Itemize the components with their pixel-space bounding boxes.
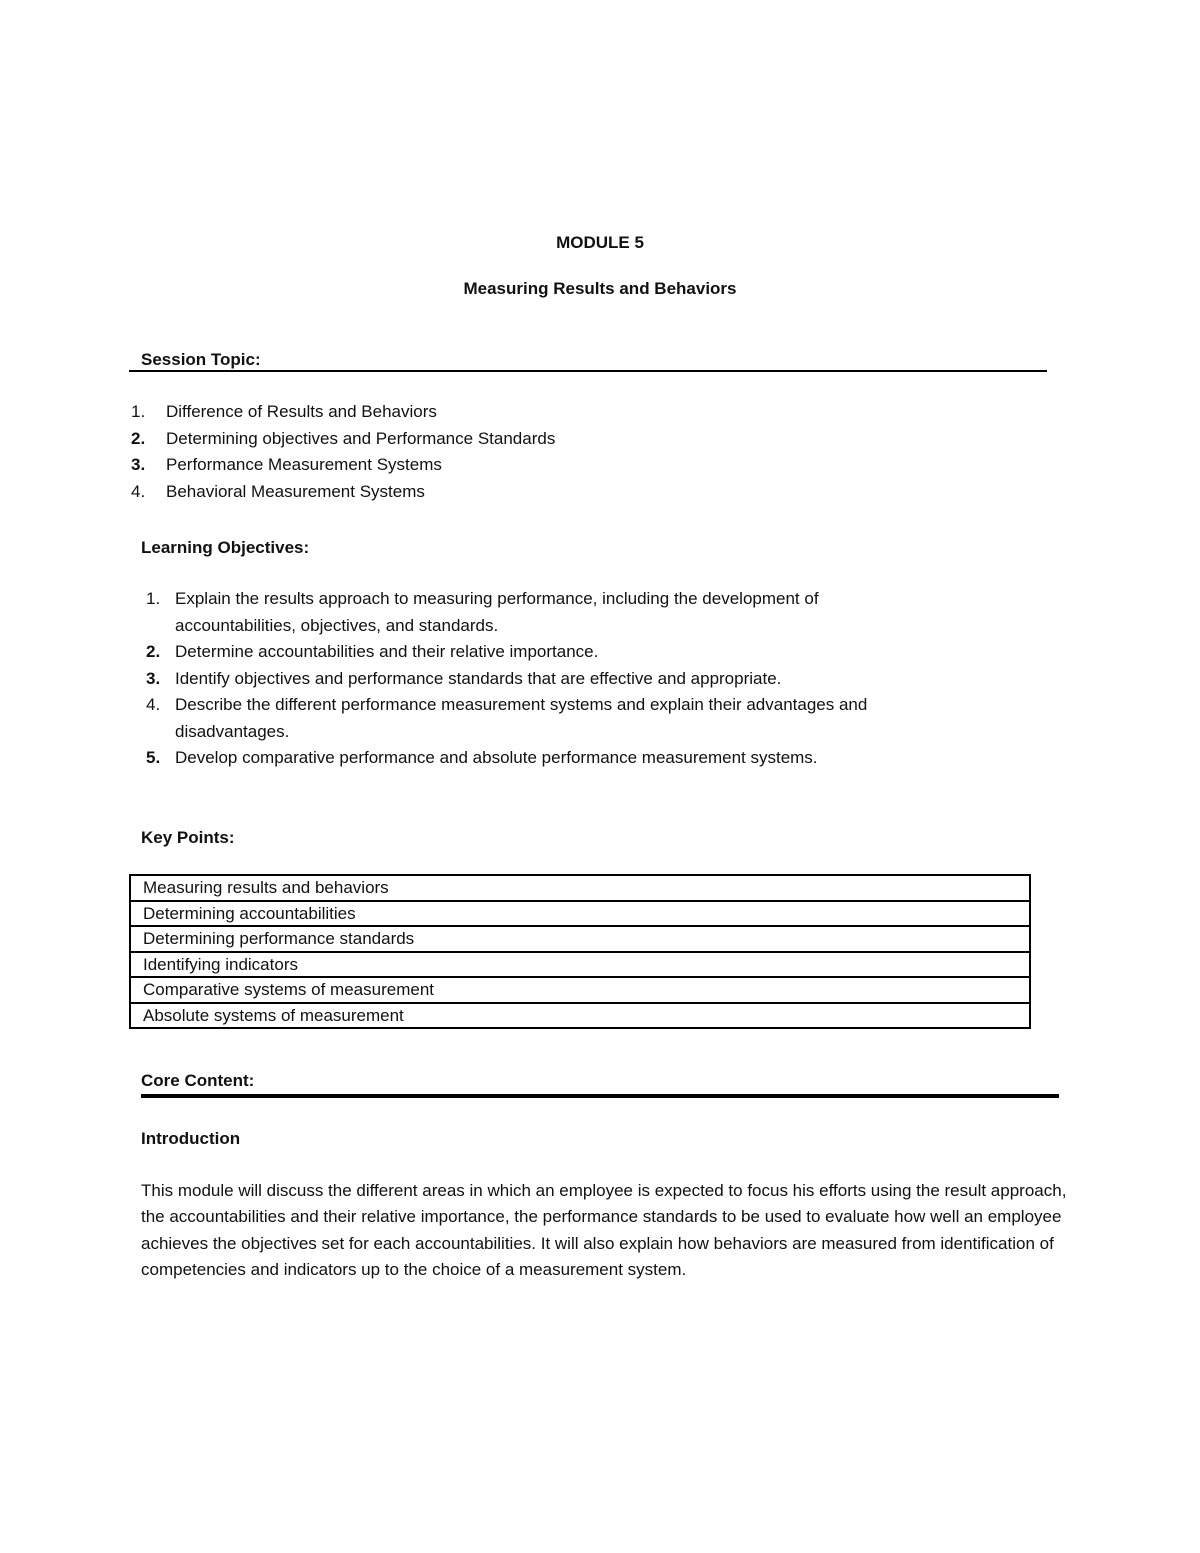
learning-objectives-heading: Learning Objectives: bbox=[141, 538, 310, 557]
core-content-rule bbox=[141, 1094, 1059, 1098]
list-item: 4. Describe the different performance measurement systems and explain their advantages and bbox=[146, 695, 868, 714]
list-item: 2. Determining objectives and Performance Standards bbox=[131, 428, 556, 448]
table-row bbox=[130, 875, 1030, 901]
table-cell: Identifying indicators bbox=[130, 952, 1030, 978]
core-content-heading: Core Content: bbox=[141, 1071, 255, 1090]
table-row bbox=[130, 901, 1030, 927]
list-item: 1. Explain the results approach to measuring performance, including the development of bbox=[146, 589, 819, 608]
list-item: 4. Behavioral Measurement Systems bbox=[131, 481, 425, 501]
table-row bbox=[130, 1003, 1030, 1029]
list-item: 3. Identify objectives and performance standards that are effective and appropriate. bbox=[146, 668, 782, 688]
introduction-heading: Introduction bbox=[141, 1129, 241, 1148]
table-cell: Determining performance standards bbox=[130, 926, 1030, 952]
module-title: MODULE 5 bbox=[556, 233, 644, 252]
list-item-continuation: disadvantages. bbox=[175, 721, 290, 741]
session-topic-heading: Session Topic: bbox=[141, 350, 261, 369]
learning-objectives-list bbox=[146, 586, 1046, 772]
module-subtitle: Measuring Results and Behaviors bbox=[463, 279, 737, 298]
session-topic-list bbox=[131, 399, 1031, 505]
table-cell: Determining accountabilities bbox=[130, 901, 1030, 927]
table-cell: Absolute systems of measurement bbox=[130, 1003, 1030, 1029]
list-item: 2. Determine accountabilities and their relative importance. bbox=[146, 642, 599, 661]
list-item: 3. Performance Measurement Systems bbox=[131, 455, 442, 474]
table-cell: Comparative systems of measurement bbox=[130, 977, 1030, 1003]
introduction-paragraph: This module will discuss the different areas in which an employee is expected to focus his efforts using the result approach, the accountabilities and their relative importance, the performance standards to be used to evaluate how well an employee achieves the objectives set for each accountabilities. It will also explain how behaviors are measured from identification of competencies and indicators up to the choice of a measurement system. bbox=[141, 1181, 1067, 1279]
table-row bbox=[130, 926, 1030, 952]
session-topic-rule bbox=[129, 370, 1047, 372]
table-row bbox=[130, 952, 1030, 978]
table-row bbox=[130, 977, 1030, 1003]
table-cell: Measuring results and behaviors bbox=[130, 875, 1030, 901]
key-points-table bbox=[129, 874, 1031, 1029]
list-item-continuation: accountabilities, objectives, and standards. bbox=[175, 615, 499, 635]
list-item: 5. Develop comparative performance and absolute performance measurement systems. bbox=[146, 748, 818, 767]
key-points-heading: Key Points: bbox=[141, 828, 235, 847]
list-item: 1. Difference of Results and Behaviors bbox=[131, 402, 437, 421]
